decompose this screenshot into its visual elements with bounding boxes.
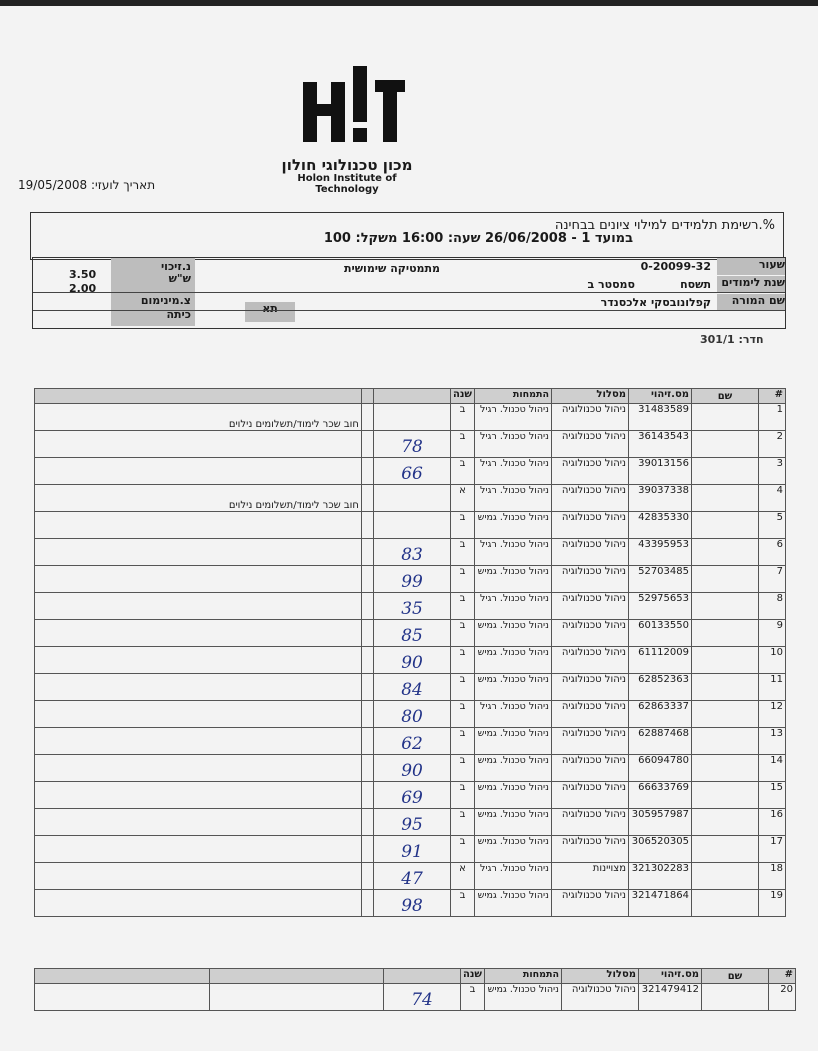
row-extra (361, 458, 373, 485)
col-name-2: שם (702, 969, 769, 984)
row-extra (361, 863, 373, 890)
row-note (35, 863, 362, 890)
row-id: 62863337 (629, 701, 692, 728)
logo-english: Holon Institute of Technology (297, 173, 397, 195)
row-name (692, 539, 759, 566)
row-name (692, 593, 759, 620)
row-track: ניהול טכנולוגיה (562, 984, 639, 1011)
table-row (35, 836, 786, 863)
row-name (692, 485, 759, 512)
row-track: ניהול טכנולוגיה (552, 647, 629, 674)
col-grade (374, 389, 451, 404)
row-extra (361, 647, 373, 674)
row-year: ב (451, 458, 475, 485)
row-grade-handwritten[interactable]: 80 (374, 701, 451, 728)
row-track: ניהול טכנולוגיה (552, 620, 629, 647)
row-grade-handwritten[interactable]: 84 (374, 674, 451, 701)
row-major: ניהול טכנול. גמיש (475, 566, 552, 593)
row-num: 15 (759, 782, 786, 809)
row-track: ניהול טכנולוגיה (552, 674, 629, 701)
row-track: ניהול טכנולוגיה (552, 539, 629, 566)
row-extra (361, 836, 373, 863)
course-label: שעור (717, 258, 785, 275)
row-id: 321479412 (639, 984, 702, 1011)
row-id: 305957987 (629, 809, 692, 836)
col-grade-2 (384, 969, 461, 984)
table-row (35, 485, 786, 512)
table-row (35, 512, 786, 539)
row-num: 13 (759, 728, 786, 755)
row-year: ב (451, 431, 475, 458)
row-extra (361, 539, 373, 566)
row-name (692, 836, 759, 863)
min-label: צ.מינימום (140, 294, 191, 307)
row-track: ניהול טכנולוגיה (552, 593, 629, 620)
row-year: ב (451, 674, 475, 701)
row-num: 19 (759, 890, 786, 917)
row-extra (361, 809, 373, 836)
row-extra (361, 566, 373, 593)
course-name: מתמטיקה שימושית (343, 262, 440, 275)
row-note (35, 512, 362, 539)
row-num: 8 (759, 593, 786, 620)
row-name (702, 984, 769, 1011)
row-note (35, 701, 362, 728)
row-major: ניהול טכנול. גמיש (475, 836, 552, 863)
row-track: ניהול טכנולוגיה (552, 431, 629, 458)
table-row (35, 890, 786, 917)
row-id: 42835330 (629, 512, 692, 539)
logo-hebrew: מכון טכנולוגי חולון (281, 156, 413, 174)
row-track: ניהול טכנולוגיה (552, 782, 629, 809)
gregorian-date: תאריך לועזי: 19/05/2008 (18, 178, 156, 192)
col-major-2: התמחות (485, 969, 562, 984)
col-year: שנה (451, 389, 475, 404)
row-major: ניהול טכנול. רגיל (475, 701, 552, 728)
table-row (35, 566, 786, 593)
row-track: ניהול טכנולוגיה (552, 755, 629, 782)
grades-table-page2 (34, 968, 796, 1011)
table-row (35, 620, 786, 647)
hit-logo (272, 62, 422, 195)
row-name (692, 566, 759, 593)
row-grade-handwritten[interactable]: 47 (374, 863, 451, 890)
row-grade-handwritten[interactable] (374, 404, 451, 431)
row-year: ב (451, 566, 475, 593)
row-year: ב (451, 404, 475, 431)
hours-label: ש"ש (168, 272, 191, 285)
row-num: 16 (759, 809, 786, 836)
row-num: 9 (759, 620, 786, 647)
col-num-2: # (769, 969, 796, 984)
row-major: ניהול טכנול. רגיל (475, 485, 552, 512)
row-grade-handwritten[interactable]: 74 (384, 984, 461, 1011)
row-note (209, 984, 384, 1011)
table-row (35, 539, 786, 566)
row-major: ניהול טכנול. גמיש (475, 647, 552, 674)
semester-value: סמסטר ב (587, 278, 635, 291)
row-id: 39037338 (629, 485, 692, 512)
row-name (692, 674, 759, 701)
row-year: ב (451, 647, 475, 674)
row-name (692, 701, 759, 728)
row-grade-handwritten[interactable]: 66 (374, 458, 451, 485)
row-major: ניהול טכנול. גמיש (475, 512, 552, 539)
hours-value: 2.00 (69, 282, 97, 295)
row-year: ב (451, 701, 475, 728)
row-id: 321471864 (629, 890, 692, 917)
row-id: 61112009 (629, 647, 692, 674)
row-major: ניהול טכנול. רגיל (475, 404, 552, 431)
row-grade-handwritten[interactable]: 99 (374, 566, 451, 593)
credit-label: נ.זיכוי (160, 260, 191, 273)
grades-table (34, 388, 786, 917)
row-num: 1 (759, 404, 786, 431)
row-year: ב (451, 620, 475, 647)
row-name (692, 458, 759, 485)
table-row (35, 701, 786, 728)
row-track: מצויינות (552, 863, 629, 890)
row-year: ב (451, 890, 475, 917)
row-id: 39013156 (629, 458, 692, 485)
row-num: 11 (759, 674, 786, 701)
row-grade-handwritten[interactable]: 83 (374, 539, 451, 566)
title-line2: במועד 1 - 26/06/2008 שעה: 16:00 משקל: 100 (323, 231, 633, 246)
row-num: 14 (759, 755, 786, 782)
row-note (35, 836, 362, 863)
row-name (692, 431, 759, 458)
row-id: 62852363 (629, 674, 692, 701)
table-row (35, 782, 786, 809)
row-major: ניהול טכנול. גמיש (475, 809, 552, 836)
credit-value: 3.50 (69, 268, 97, 281)
table-row (35, 431, 786, 458)
hit-logo-icon (299, 62, 409, 150)
row-major: ניהול טכנול. גמיש (485, 984, 562, 1011)
row-num: 10 (759, 647, 786, 674)
row-note (35, 539, 362, 566)
row-name (692, 782, 759, 809)
row-major: ניהול טכנול. גמיש (475, 782, 552, 809)
row-id: 43395953 (629, 539, 692, 566)
row-extra (361, 404, 373, 431)
row-grade-handwritten[interactable] (374, 485, 451, 512)
row-num: 7 (759, 566, 786, 593)
row-grade-handwritten[interactable] (374, 512, 451, 539)
row-grade-handwritten[interactable]: 35 (374, 593, 451, 620)
scan-edge (0, 0, 818, 6)
row-id: 66094780 (629, 755, 692, 782)
col-track: מסלול (552, 389, 629, 404)
row-major: ניהול טכנול. רגיל (475, 458, 552, 485)
title-box (30, 212, 784, 260)
row-name (692, 404, 759, 431)
col-major: התמחות (475, 389, 552, 404)
row-id: 60133550 (629, 620, 692, 647)
col-note-2b (35, 969, 210, 984)
row-grade-handwritten[interactable]: 62 (374, 728, 451, 755)
row-year: א (451, 863, 475, 890)
row-id: 36143543 (629, 431, 692, 458)
row-name (692, 890, 759, 917)
row-major: ניהול טכנול. גמיש (475, 728, 552, 755)
row-num: 3 (759, 458, 786, 485)
row-extra (361, 512, 373, 539)
row-extra (35, 984, 210, 1011)
row-year: ב (451, 539, 475, 566)
row-track: ניהול טכנולוגיה (552, 728, 629, 755)
row-year: ב (451, 836, 475, 863)
table-row (35, 404, 786, 431)
row-major: ניהול טכנול. רגיל (475, 863, 552, 890)
row-grade-handwritten[interactable]: 95 (374, 809, 451, 836)
row-num: 17 (759, 836, 786, 863)
row-note (35, 890, 362, 917)
row-extra (361, 755, 373, 782)
table-row (35, 809, 786, 836)
row-major: ניהול טכנול. רגיל (475, 539, 552, 566)
col-id: מס.זיהוי (629, 389, 692, 404)
row-id: 52703485 (629, 566, 692, 593)
row-extra (361, 431, 373, 458)
row-note (35, 620, 362, 647)
row-num: 2 (759, 431, 786, 458)
course-info (32, 257, 786, 329)
row-year: ב (451, 512, 475, 539)
row-track: ניהול טכנולוגיה (552, 890, 629, 917)
row-grade-handwritten[interactable]: 91 (374, 836, 451, 863)
row-note: חוב שכר לימוד/תשלומים נילוים (35, 485, 362, 512)
col-name: שם (692, 389, 759, 404)
row-id: 306520305 (629, 836, 692, 863)
row-track: ניהול טכנולוגיה (552, 512, 629, 539)
row-track: ניהול טכנולוגיה (552, 836, 629, 863)
table-row (35, 458, 786, 485)
row-extra (361, 701, 373, 728)
row-note (35, 674, 362, 701)
row-note (35, 647, 362, 674)
title-line1: %.רשימת תלמידים למילוי ציונים בבחינה (554, 218, 775, 233)
row-grade-handwritten[interactable]: 69 (374, 782, 451, 809)
table-row (35, 728, 786, 755)
row-id: 62887468 (629, 728, 692, 755)
row-id: 31483589 (629, 404, 692, 431)
table-row (35, 863, 786, 890)
row-note (35, 593, 362, 620)
row-num: 12 (759, 701, 786, 728)
row-grade-handwritten[interactable]: 90 (374, 647, 451, 674)
course-value: 0-20099-32 (640, 260, 711, 273)
row-extra (361, 890, 373, 917)
row-note: חוב שכר לימוד/תשלומים נילוים (35, 404, 362, 431)
col-id-2: מס.זיהוי (639, 969, 702, 984)
row-grade-handwritten[interactable]: 78 (374, 431, 451, 458)
row-year: ב (461, 984, 485, 1011)
row-extra (361, 593, 373, 620)
class-value: תא (245, 302, 295, 322)
row-year: ב (451, 755, 475, 782)
row-track: ניהול טכנולוגיה (552, 485, 629, 512)
col-note-1 (361, 389, 373, 404)
row-grade-handwritten[interactable]: 85 (374, 620, 451, 647)
row-num: 4 (759, 485, 786, 512)
row-note (35, 755, 362, 782)
year-value: תשסח (680, 278, 711, 291)
row-note (35, 728, 362, 755)
row-major: ניהול טכנול. גמיש (475, 620, 552, 647)
row-num: 5 (759, 512, 786, 539)
row-note (35, 431, 362, 458)
row-name (692, 728, 759, 755)
row-num: 20 (769, 984, 796, 1011)
row-extra (361, 782, 373, 809)
row-track: ניהול טכנולוגיה (552, 701, 629, 728)
teacher-value: קפלונובסקי אלכסנדר (600, 296, 711, 309)
row-name (692, 809, 759, 836)
row-track: ניהול טכנולוגיה (552, 458, 629, 485)
row-note (35, 458, 362, 485)
room-label: חדר: 301/1 (700, 333, 764, 346)
row-name (692, 647, 759, 674)
row-name (692, 863, 759, 890)
row-grade-handwritten[interactable]: 90 (374, 755, 451, 782)
row-track: ניהול טכנולוגיה (552, 809, 629, 836)
row-id: 66633769 (629, 782, 692, 809)
row-year: א (451, 485, 475, 512)
table-row (35, 647, 786, 674)
row-name (692, 755, 759, 782)
row-major: ניהול טכנול. גמיש (475, 674, 552, 701)
row-extra (361, 674, 373, 701)
row-major: ניהול טכנול. גמיש (475, 890, 552, 917)
row-note (35, 809, 362, 836)
row-name (692, 512, 759, 539)
row-extra (361, 485, 373, 512)
year-label: שנת לימודים (717, 276, 785, 293)
row-note (35, 782, 362, 809)
row-note (35, 566, 362, 593)
row-id: 52975653 (629, 593, 692, 620)
class-label: כיתה (166, 308, 191, 321)
table-row (35, 593, 786, 620)
table-row (35, 674, 786, 701)
row-track: ניהול טכנולוגיה (552, 404, 629, 431)
row-grade-handwritten[interactable]: 98 (374, 890, 451, 917)
row-id: 321302283 (629, 863, 692, 890)
row-major: ניהול טכנול. רגיל (475, 593, 552, 620)
table-row (35, 984, 796, 1011)
row-year: ב (451, 782, 475, 809)
row-major: ניהול טכנול. גמיש (475, 755, 552, 782)
row-extra (361, 728, 373, 755)
row-year: ב (451, 809, 475, 836)
col-year-2: שנה (461, 969, 485, 984)
col-note-2a (209, 969, 384, 984)
row-track: ניהול טכנולוגיה (552, 566, 629, 593)
col-note-2 (35, 389, 362, 404)
row-major: ניהול טכנול. רגיל (475, 431, 552, 458)
row-num: 6 (759, 539, 786, 566)
col-num: # (759, 389, 786, 404)
row-extra (361, 620, 373, 647)
col-track-2: מסלול (562, 969, 639, 984)
row-year: ב (451, 728, 475, 755)
teacher-label: שם המורה (717, 294, 785, 311)
row-year: ב (451, 593, 475, 620)
table-row (35, 755, 786, 782)
row-num: 18 (759, 863, 786, 890)
row-name (692, 620, 759, 647)
